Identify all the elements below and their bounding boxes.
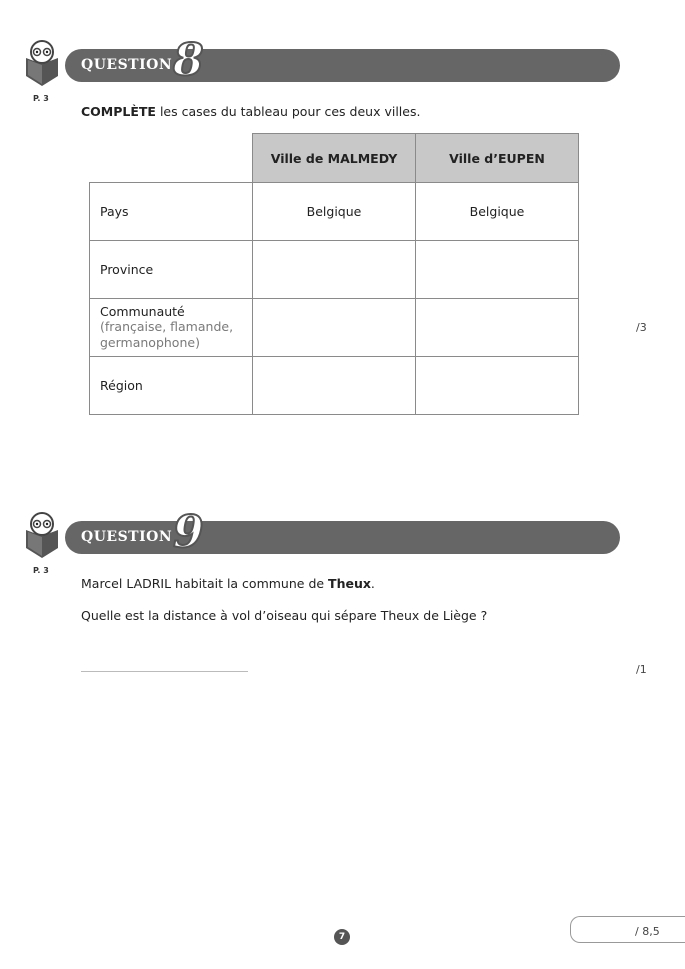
book-reader-icon: [24, 512, 60, 560]
answer-cell[interactable]: [416, 299, 579, 357]
answer-cell[interactable]: [416, 241, 579, 299]
page-reference: P. 3: [33, 94, 49, 103]
table-header-row: [90, 134, 579, 183]
question-banner: [65, 507, 620, 558]
answer-cell[interactable]: Belgique: [416, 183, 579, 241]
answer-cell[interactable]: [253, 299, 416, 357]
instruction: [81, 104, 420, 119]
row-label-hint: (française, flamande, germanophone): [100, 319, 234, 350]
score-q9: /1: [636, 663, 647, 676]
answer-cell[interactable]: [253, 357, 416, 415]
row-label: Région: [90, 357, 253, 415]
answer-line[interactable]: [81, 671, 248, 672]
question-label: QUESTION: [81, 529, 173, 545]
row-label-group: [90, 299, 253, 357]
answer-cell[interactable]: [416, 357, 579, 415]
instruction-bold: COMPLÈTE: [81, 104, 156, 119]
score-q8: /3: [636, 321, 647, 334]
statement-end: .: [370, 576, 375, 591]
question-number: 9: [173, 507, 204, 558]
instruction-text: les cases du tableau pour ces deux villes.: [155, 104, 421, 119]
table-corner: [90, 134, 253, 183]
row-label: Province: [90, 241, 253, 299]
table-row: [90, 183, 579, 241]
question-number: 8: [173, 35, 204, 86]
book-reader-icon: [24, 40, 60, 88]
answer-cell[interactable]: [253, 241, 416, 299]
row-label: Pays: [90, 183, 253, 241]
question-banner: [65, 35, 620, 86]
column-header: Ville de MALMEDY: [253, 134, 416, 183]
page-reference: P. 3: [33, 566, 49, 575]
question-prompt: Quelle est la distance à vol d’oiseau qui sépare Theux de Liège ?: [81, 608, 488, 623]
table-row: [90, 357, 579, 415]
cities-table: [89, 133, 579, 415]
statement-bold: Theux: [328, 576, 371, 591]
total-score: / 8,5: [635, 925, 660, 938]
table-row: [90, 299, 579, 357]
statement-text: Marcel LADRIL habitait la commune de: [81, 576, 329, 591]
question-statement: [81, 576, 375, 591]
row-label: Communauté: [100, 304, 185, 320]
column-header: Ville d’EUPEN: [416, 134, 579, 183]
answer-cell[interactable]: Belgique: [253, 183, 416, 241]
question-label: QUESTION: [81, 57, 173, 73]
page-number: 7: [334, 929, 350, 945]
total-score-box: [570, 916, 685, 943]
table-row: [90, 241, 579, 299]
